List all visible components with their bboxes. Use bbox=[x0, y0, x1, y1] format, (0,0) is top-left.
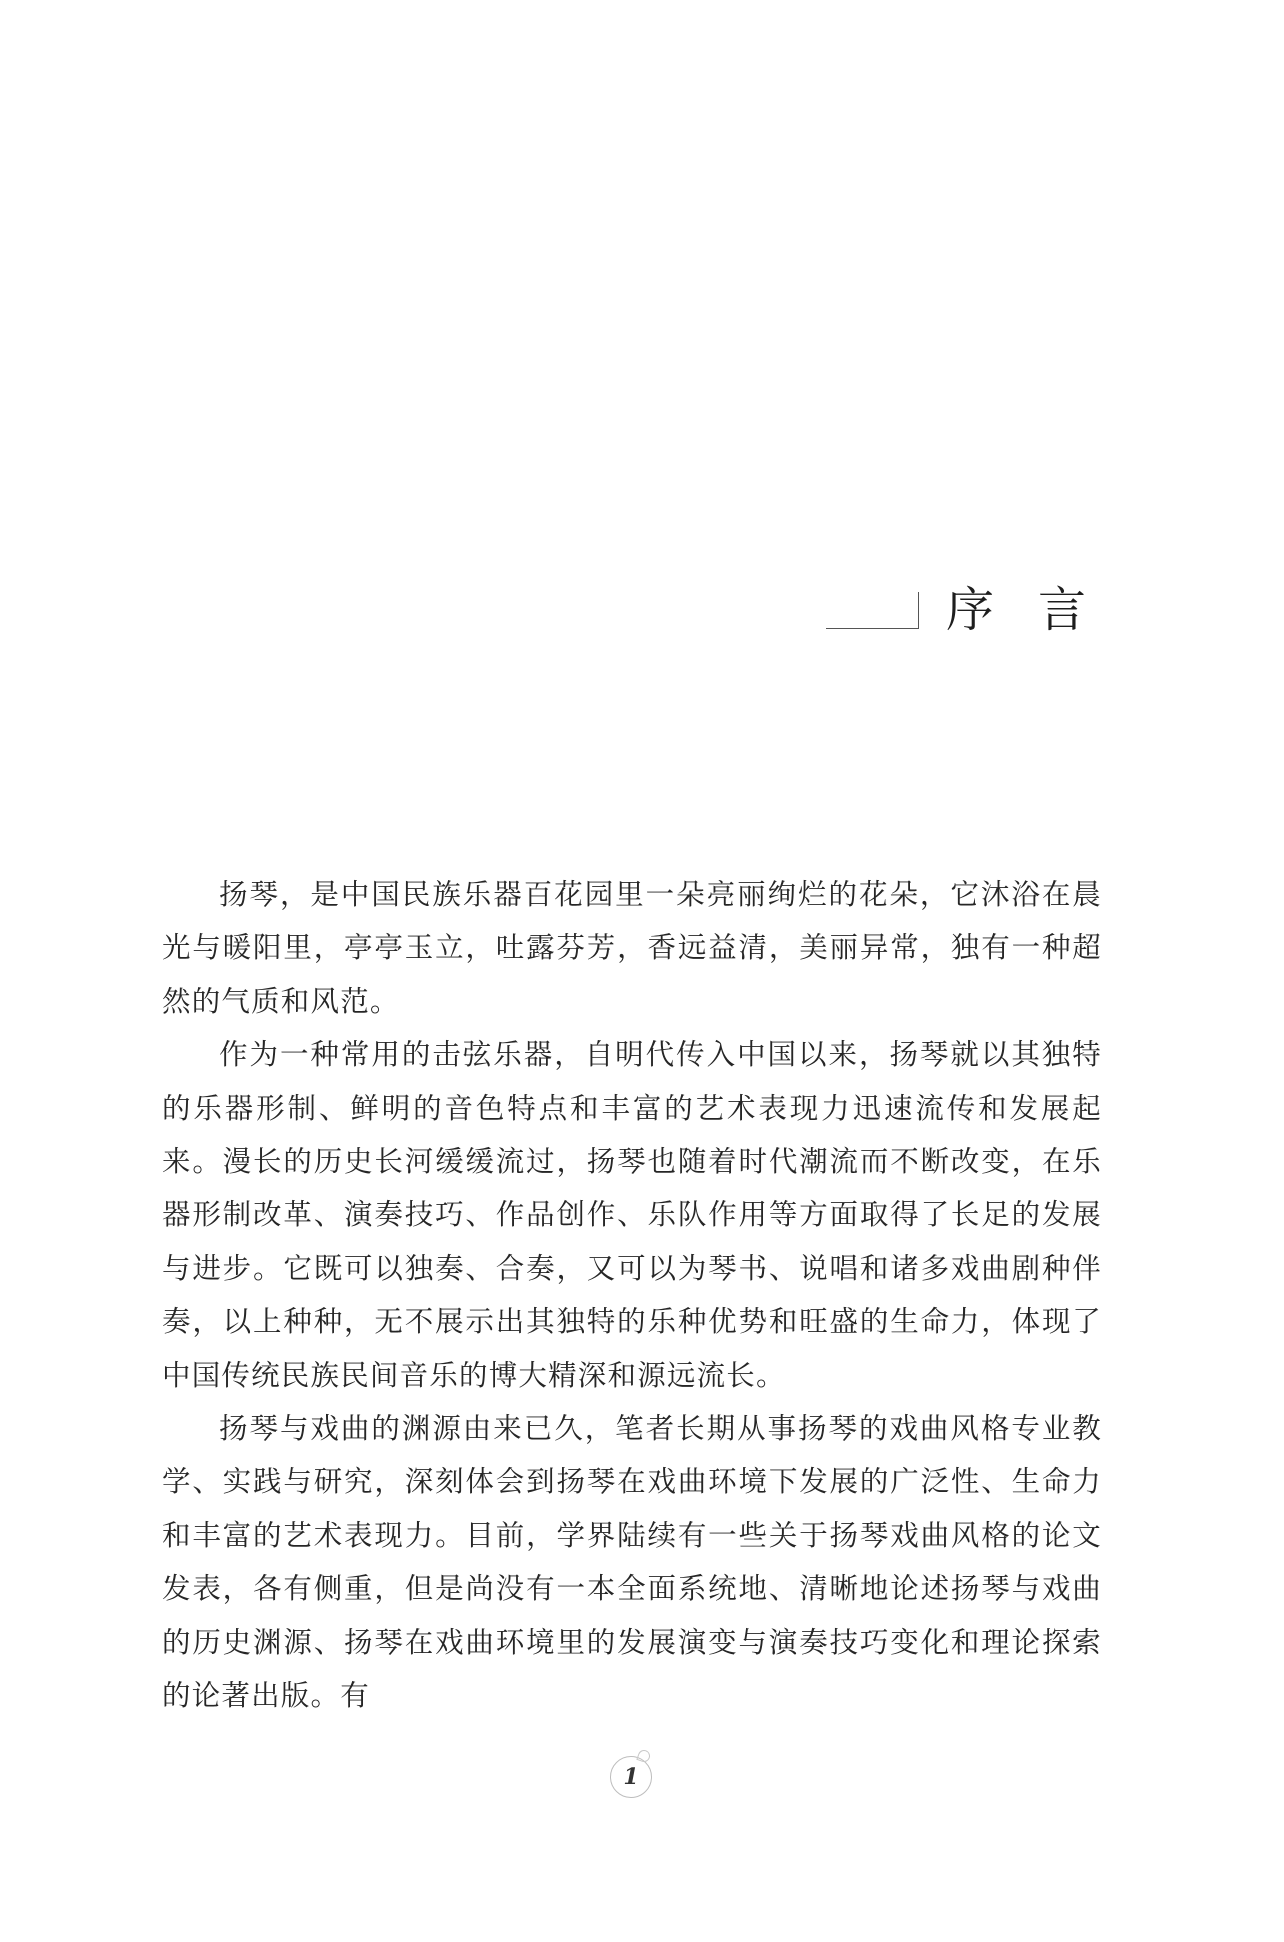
body-text bbox=[162, 868, 1102, 1723]
paragraph-2: 作为一种常用的击弦乐器，自明代传入中国以来，扬琴就以其独特的乐器形制、鲜明的音色特点和丰富的艺术表现力迅速流传和发展起来。漫长的历史长河缓缓流过，扬琴也随着时代潮流而不断改变，在乐器形制改革、演奏技巧、作品创作、乐队作用等方面取得了长足的发展与进步。它既可以独奏、合奏，又可以为琴书、说唱和诸多戏曲剧种伴奏，以上种种，无不展示出其独特的乐种优势和旺盛的生命力，体现了中国传统民族民间音乐的博大精深和源远流长。 bbox=[162, 1038, 1102, 1392]
chapter-heading bbox=[826, 578, 1131, 658]
heading-rule-line bbox=[826, 628, 918, 629]
page-number: 1 bbox=[623, 1764, 639, 1790]
paragraph-1: 扬琴，是中国民族乐器百花园里一朵亮丽绚烂的花朵，它沐浴在晨光与暖阳里，亭亭玉立，吐露芬芳，香远益清，美丽异常，独有一种超然的气质和风范。 bbox=[162, 878, 1102, 1018]
paragraph-3: 扬琴与戏曲的渊源由来已久，笔者长期从事扬琴的戏曲风格专业教学、实践与研究，深刻体会到扬琴在戏曲环境下发展的广泛性、生命力和丰富的艺术表现力。目前，学界陆续有一些关于扬琴戏曲风格的论文发表，各有侧重，但是尚没有一本全面系统地、清晰地论述扬琴与戏曲的历史渊源、扬琴在戏曲环境里的发展演变与演奏技巧变化和理论探索的论著出版。有 bbox=[162, 1412, 1102, 1713]
page-number-badge bbox=[610, 1756, 654, 1800]
chapter-title: 序言 bbox=[946, 582, 1131, 638]
heading-rule-tick bbox=[918, 592, 919, 629]
